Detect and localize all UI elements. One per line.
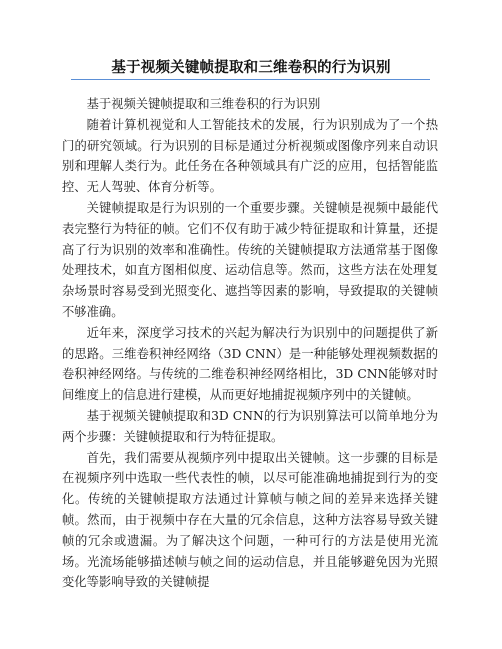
document-title: 基于视频关键帧提取和三维卷积的行为识别: [111, 60, 391, 76]
paragraph-intro: 随着计算机视觉和人工智能技术的发展，行为识别成为了一个热门的研究领域。行为识别的目标是通过分析视频或图像序列来自动识别和理解人类行为。此任务在各种领域具有广泛的应用，包括智能监控、无人驾驶、体育分析等。: [62, 117, 438, 195]
paragraph-first-step: 首先，我们需要从视频序列中提取出关键帧。这一步骤的目标是在视频序列中选取一些代表性的帧，以尽可能准确地捕捉到行为的变化。传统的关键帧提取方法通过计算帧与帧之间的差异来选择关键帧。然而，由于视频中存在大量的冗余信息，这种方法容易导致关键帧的冗余或遗漏。为了解决这个问题，一种可行的方法是使用光流场。光流场能够描述帧与帧之间的运动信息，并且能够避免因为光照变化等影响导致的关键帧提: [62, 450, 438, 590]
paragraph-deep-learning: 近年来，深度学习技术的兴起为解决行为识别中的问题提供了新的思路。三维卷积神经网络（3D CNN）是一种能够处理视频数据的卷积神经网络。与传统的二维卷积神经网络相比，3D CNN能够对时间维度上的信息进行建模，从而更好地捕捉视频序列中的关键帧。: [62, 325, 438, 403]
paragraph-two-steps: 基于视频关键帧提取和3D CNN的行为识别算法可以简单地分为两个步骤：关键帧提取和行为特征提取。: [62, 408, 438, 444]
title-underline: [71, 79, 430, 80]
paragraph-keyframe: 关键帧提取是行为识别的一个重要步骤。关键帧是视频中最能代表完整行为特征的帧。它们不仅有助于减少特征提取和计算量，还提高了行为识别的效率和准确性。传统的关键帧提取方法通常基于图像处理技术，如直方图相似度、运动信息等。然而，这些方法在处理复杂场景时容易受到光照变化、遮挡等因素的影响，导致提取的关键帧不够准确。: [62, 200, 438, 319]
paragraph-heading: 基于视频关键帧提取和三维卷积的行为识别: [86, 97, 321, 111]
document-body: [62, 94, 438, 593]
